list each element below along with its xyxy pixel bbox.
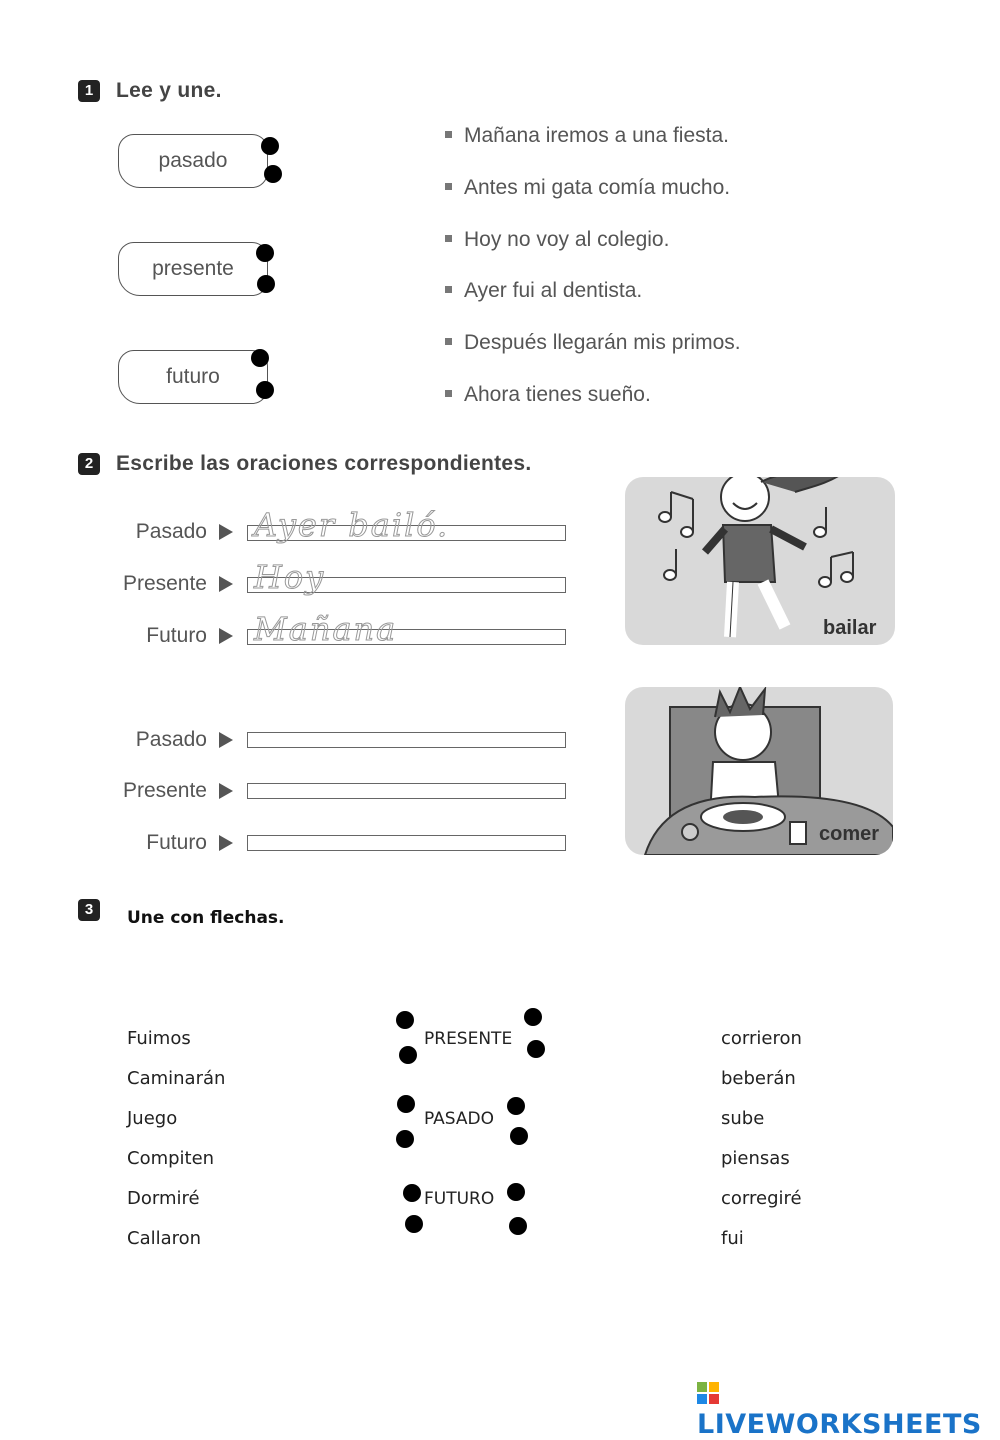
answer-input[interactable] <box>247 783 566 799</box>
sentence-text: Ayer fui al dentista. <box>464 279 643 302</box>
match-dot[interactable] <box>405 1215 423 1233</box>
sentence-item <box>445 176 730 200</box>
row-label-pasado: Pasado <box>135 728 207 751</box>
play-arrow-icon <box>219 524 233 540</box>
bullet-icon <box>445 286 452 293</box>
play-arrow-icon <box>219 576 233 592</box>
liveworksheets-logo <box>697 1378 1000 1440</box>
answer-input[interactable] <box>247 732 566 748</box>
right-word: sube <box>721 1108 765 1129</box>
match-dot[interactable] <box>256 381 274 399</box>
left-word: Compiten <box>127 1148 215 1169</box>
match-dot[interactable] <box>256 244 274 262</box>
match-dot[interactable] <box>396 1011 414 1029</box>
bullet-icon <box>445 338 452 345</box>
sentence-item <box>445 124 729 148</box>
sentence-text: Ahora tienes sueño. <box>464 383 651 406</box>
match-dot[interactable] <box>510 1127 528 1145</box>
category-pasado: pasado <box>118 134 268 188</box>
answer-input[interactable] <box>247 835 566 851</box>
right-word: corrieron <box>721 1028 802 1049</box>
center-word-presente: PRESENTE <box>424 1029 513 1049</box>
match-dot[interactable] <box>264 165 282 183</box>
left-word: Callaron <box>127 1228 202 1249</box>
sentence-text: Antes mi gata comía mucho. <box>464 176 731 199</box>
sentence-text: Mañana iremos a una fiesta. <box>464 124 729 147</box>
left-word: Fuimos <box>127 1028 191 1049</box>
eating-boy-picture <box>625 687 893 855</box>
row-label-presente: Presente <box>122 779 207 802</box>
section-3-number: 3 <box>78 899 100 921</box>
match-dot[interactable] <box>507 1097 525 1115</box>
match-dot[interactable] <box>396 1130 414 1148</box>
logo-text: LIVEWORKSHEETS <box>697 1409 982 1440</box>
sentence-item <box>445 228 669 252</box>
bullet-icon <box>445 390 452 397</box>
dancing-girl-picture <box>625 477 895 645</box>
sentence-text: Después llegarán mis primos. <box>464 331 741 354</box>
play-arrow-icon <box>219 628 233 644</box>
sentence-text: Hoy no voy al colegio. <box>464 228 670 251</box>
picture-label-comer: comer <box>819 823 880 845</box>
play-arrow-icon <box>219 835 233 851</box>
right-word: piensas <box>721 1148 790 1169</box>
picture-label-bailar: bailar <box>823 617 877 639</box>
row-label-presente: Presente <box>122 572 207 595</box>
traced-text: Ayer bailó. <box>254 506 450 544</box>
bullet-icon <box>445 183 452 190</box>
category-presente: presente <box>118 242 268 296</box>
play-arrow-icon <box>219 732 233 748</box>
center-word-futuro: FUTURO <box>424 1189 495 1209</box>
traced-text: Mañana <box>254 610 398 648</box>
row-label-futuro: Futuro <box>146 624 207 647</box>
sentence-item <box>445 279 642 303</box>
bullet-icon <box>445 235 452 242</box>
liveworksheets-logo-icon <box>697 1382 719 1404</box>
bullet-icon <box>445 131 452 138</box>
match-dot[interactable] <box>524 1008 542 1026</box>
match-dot[interactable] <box>509 1217 527 1235</box>
row-label-pasado: Pasado <box>135 520 207 543</box>
section-2-title: Escribe las oraciones correspondientes. <box>116 452 532 475</box>
right-word: beberán <box>721 1068 796 1089</box>
traced-text: Hoy <box>254 558 326 596</box>
right-word: fui <box>721 1228 744 1249</box>
match-dot[interactable] <box>251 349 269 367</box>
match-dot[interactable] <box>261 137 279 155</box>
left-word: Caminarán <box>127 1068 226 1089</box>
match-dot[interactable] <box>507 1183 525 1201</box>
sentence-item <box>445 383 651 407</box>
category-futuro: futuro <box>118 350 268 404</box>
play-arrow-icon <box>219 783 233 799</box>
match-dot[interactable] <box>397 1095 415 1113</box>
center-word-pasado: PASADO <box>424 1109 495 1129</box>
section-1-number: 1 <box>78 80 100 102</box>
left-word: Juego <box>127 1108 178 1129</box>
left-word: Dormiré <box>127 1188 200 1209</box>
section-1-title: Lee y une. <box>116 79 222 102</box>
match-dot[interactable] <box>527 1040 545 1058</box>
match-dot[interactable] <box>399 1046 417 1064</box>
section-3-title: Une con flechas. <box>127 908 285 928</box>
match-dot[interactable] <box>403 1184 421 1202</box>
right-word: corregiré <box>721 1188 802 1209</box>
row-label-futuro: Futuro <box>146 831 207 854</box>
section-2-number: 2 <box>78 453 100 475</box>
match-dot[interactable] <box>257 275 275 293</box>
sentence-item <box>445 331 741 355</box>
